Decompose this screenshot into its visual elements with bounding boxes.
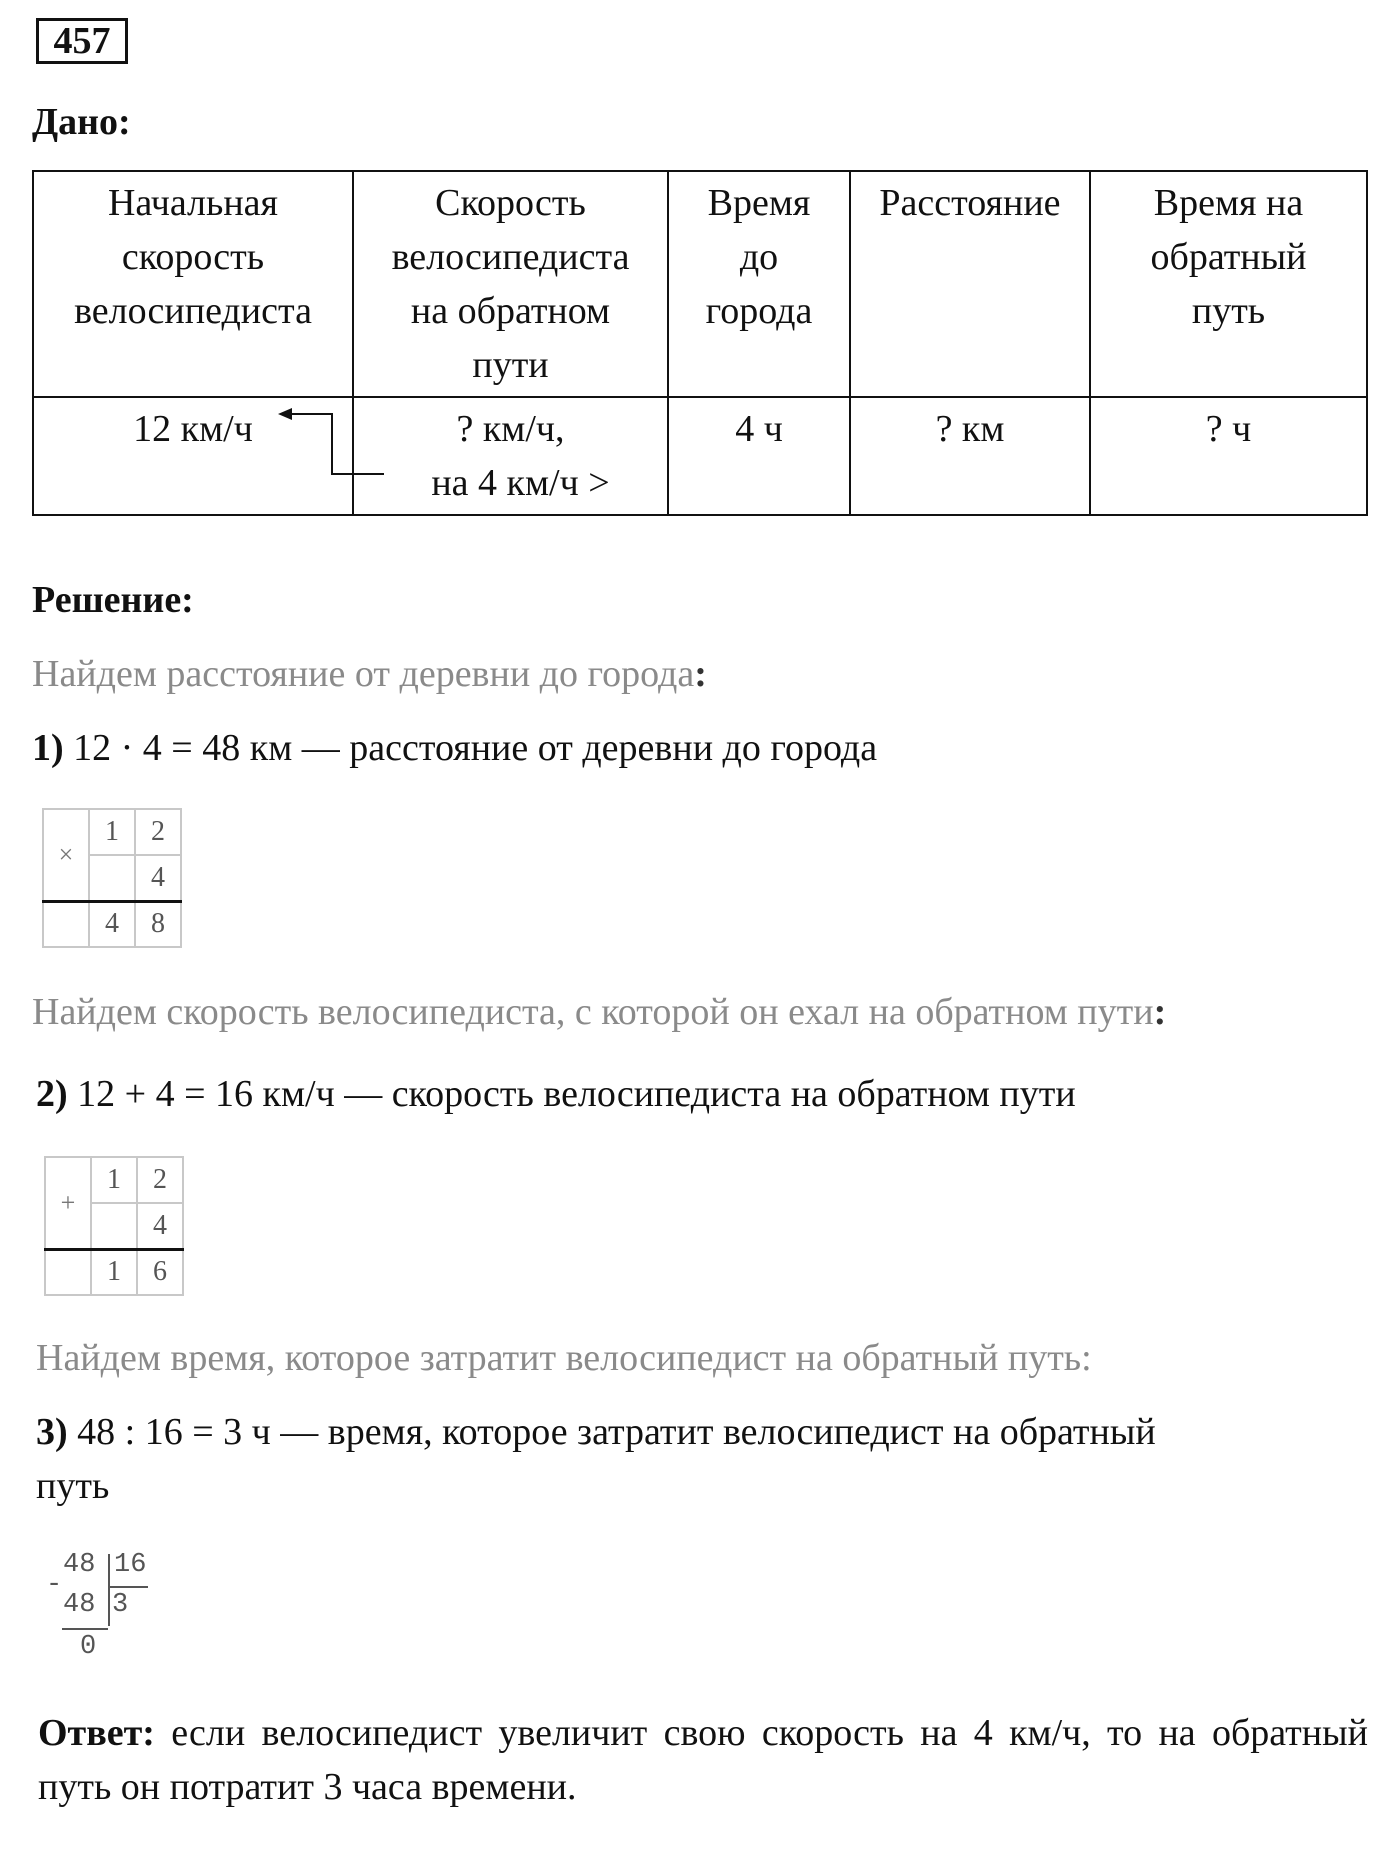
step3-long-division: 48 16 - 48 3 0 <box>46 1550 147 1662</box>
step3-text-line2: путь <box>36 1465 110 1507</box>
step1-hint: Найдем расстояние от деревни до города: <box>32 653 707 695</box>
answer-paragraph: Ответ: если велосипедист увеличит свою скорость на 4 км/ч, то на обратный путь он потратит 3 часа времени. <box>38 1712 1368 1808</box>
header-initial-speed: Начальная скорость велосипедиста <box>33 171 353 397</box>
header-return-speed: Скорость велосипедиста на обратном пути <box>353 171 668 397</box>
plus-sign: + <box>45 1157 91 1249</box>
step3-text: 3) 48 : 16 = 3 ч — время, которое затратит велосипедист на обратный <box>36 1411 1156 1453</box>
header-return-time: Время на обратный путь <box>1090 171 1367 397</box>
value-distance: ? км <box>850 397 1090 515</box>
value-return-speed: ? км/ч, на 4 км/ч > <box>353 397 668 515</box>
given-table <box>32 170 1368 516</box>
multiply-sign: × <box>43 809 89 901</box>
comparison-arrow-icon <box>270 400 400 480</box>
table-value-row <box>33 397 1367 515</box>
step2-text: 2) 12 + 4 = 16 км/ч — скорость велосипедиста на обратном пути <box>36 1073 1076 1115</box>
value-initial-speed: 12 км/ч <box>33 397 353 515</box>
header-distance: Расстояние <box>850 171 1090 397</box>
given-heading: Дано: <box>32 101 131 143</box>
step3-hint: Найдем время, которое затратит велосипедист на обратный путь: <box>36 1337 1092 1379</box>
step1-text: 1) 12 · 4 = 48 км — расстояние от деревни до города <box>32 727 878 769</box>
step2-hint: Найдем скорость велосипедиста, с которой он ехал на обратном пути: <box>32 991 1167 1033</box>
solution-heading: Решение: <box>32 579 194 621</box>
value-time-to-city: 4 ч <box>668 397 850 515</box>
table-header-row <box>33 171 1367 397</box>
value-return-time: ? ч <box>1090 397 1367 515</box>
step2-addition-grid: + 1 2 4 1 6 <box>44 1156 184 1296</box>
task-number: 457 <box>36 18 128 64</box>
step1-multiplication-grid: × 1 2 4 4 8 <box>42 808 182 948</box>
header-time-to-city: Время до города <box>668 171 850 397</box>
